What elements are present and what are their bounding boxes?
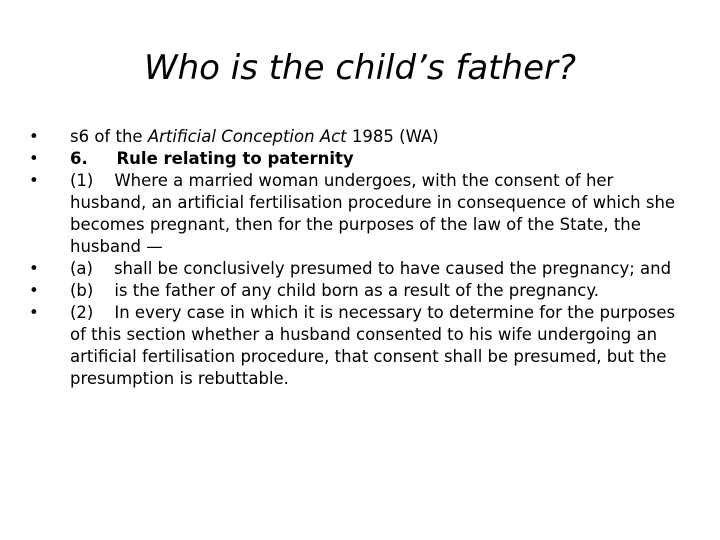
bullet-marker: • (29, 127, 39, 146)
list-item (29, 126, 689, 148)
subsection-2-text: (2) In every case in which it is necessary to determine for the purposes of this section whether a husband consented to his wife undergoing an artificial fertilisation procedure, that consent shall be presumed, but the presumption is rebuttable. (70, 303, 681, 388)
bullet-marker: • (29, 149, 39, 168)
bullet-marker: • (29, 303, 39, 322)
list-item (29, 302, 689, 390)
slide-title: Who is the child’s father? (143, 48, 577, 88)
section-heading: 6. Rule relating to paternity (70, 149, 354, 168)
paragraph-b-text: (b) is the father of any child born as a result of the pregnancy. (70, 281, 599, 300)
list-item (29, 258, 689, 280)
bullet-list (29, 126, 689, 390)
bullet-text (70, 126, 689, 148)
bullet-marker: • (29, 281, 39, 300)
list-item (29, 280, 689, 302)
paragraph-a-text: (a) shall be conclusively presumed to have caused the pregnancy; and (70, 259, 672, 278)
statute-reference-suffix: 1985 (WA) (346, 127, 439, 146)
list-item (29, 170, 689, 258)
statute-reference-prefix: s6 of the (70, 127, 148, 146)
bullet-marker: • (29, 259, 39, 278)
bullet-marker: • (29, 171, 39, 190)
list-item (29, 148, 689, 170)
subsection-1-text: (1) Where a married woman undergoes, with the consent of her husband, an artificial fertilisation procedure in consequence of which she becomes pregnant, then for the purposes of the law of the State, the husband — (70, 171, 681, 256)
act-name: Artificial Conception Act (147, 127, 347, 146)
